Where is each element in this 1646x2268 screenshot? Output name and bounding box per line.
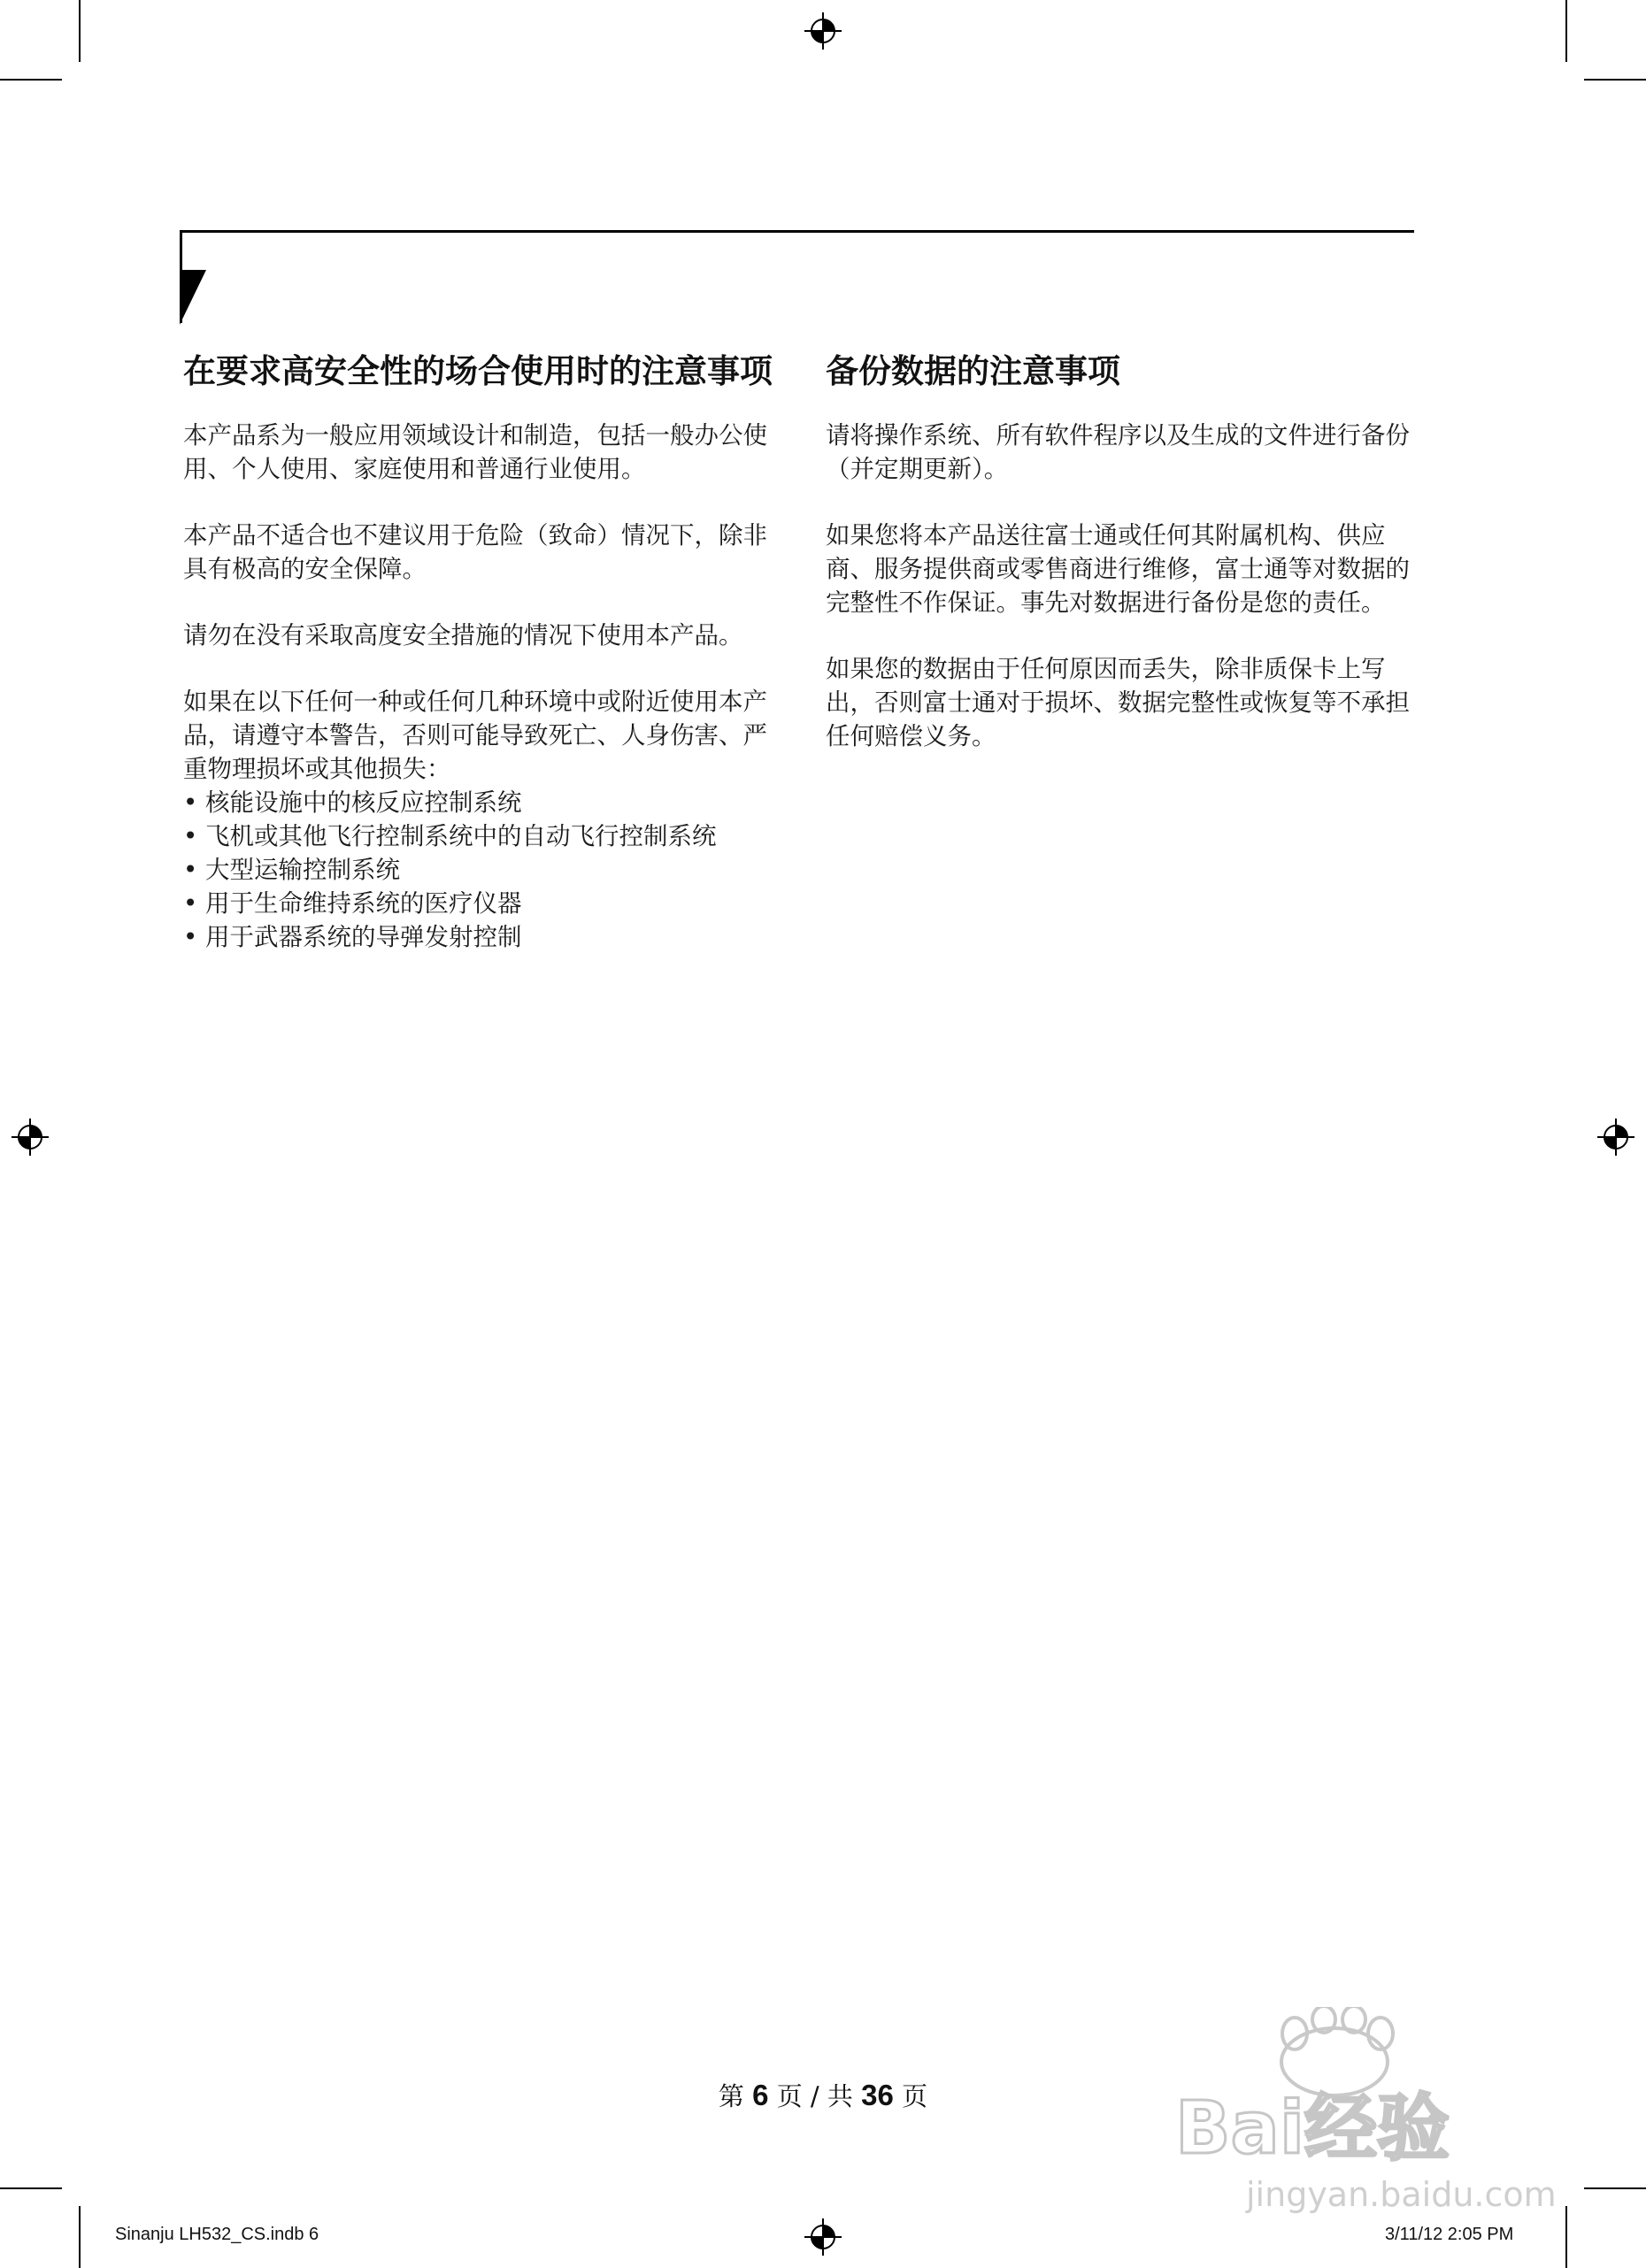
registration-mark-bottom-icon bbox=[804, 2218, 842, 2256]
bullet-icon: • bbox=[183, 822, 198, 850]
paragraph: 本产品不适合也不建议用于危险（致命）情况下，除非具有极高的安全保障。 bbox=[183, 521, 767, 583]
total-pages: 36 bbox=[861, 2079, 894, 2111]
section-heading-data-backup: 备份数据的注意事项 bbox=[826, 352, 1120, 390]
paragraph: 如果您的数据由于任何原因而丢失，除非质保卡上写出，否则富士通对于损坏、数据完整性或恢复等不承担任何赔偿义务。 bbox=[826, 655, 1410, 750]
page-suffix: 页 bbox=[893, 2081, 928, 2111]
section-heading-high-safety: 在要求高安全性的场合使用时的注意事项 bbox=[183, 352, 773, 390]
bullet-icon: • bbox=[183, 788, 198, 817]
paragraph: 请勿在没有采取高度安全措施的情况下使用本产品。 bbox=[183, 621, 743, 650]
registration-mark-right-icon bbox=[1597, 1119, 1634, 1156]
list-item bbox=[183, 786, 776, 819]
slug-file-info: Sinanju LH532_CS.indb 6 bbox=[115, 2225, 319, 2244]
slug-timestamp: 3/11/12 2:05 PM bbox=[1385, 2225, 1514, 2244]
page-prefix: 第 bbox=[718, 2081, 753, 2111]
paragraph: 本产品系为一般应用领域设计和制造，包括一般办公使用、个人使用、家庭使用和普通行业使用。 bbox=[183, 421, 767, 483]
list-item bbox=[183, 887, 776, 920]
bullet-icon: • bbox=[183, 856, 198, 884]
hazard-environment-list bbox=[183, 786, 776, 954]
watermark-brand: Bai经验 bbox=[1175, 2087, 1450, 2171]
list-item-text: 用于武器系统的导弹发射控制 bbox=[205, 923, 522, 951]
bullet-icon: • bbox=[183, 923, 198, 951]
crop-mark-bottom-right-horizontal bbox=[1584, 2187, 1646, 2189]
paragraph: 请将操作系统、所有软件程序以及生成的文件进行备份（并定期更新）。 bbox=[826, 421, 1410, 483]
crop-mark-top-right-horizontal bbox=[1584, 79, 1646, 81]
right-column bbox=[826, 350, 1419, 786]
left-column bbox=[183, 350, 776, 954]
list-item-text: 核能设施中的核反应控制系统 bbox=[205, 788, 522, 817]
list-item-text: 用于生命维持系统的医疗仪器 bbox=[205, 889, 522, 918]
watermark-url: jingyan.baidu.com bbox=[1246, 2175, 1557, 2214]
list-item bbox=[183, 853, 776, 887]
paragraph: 如果您将本产品送往富士通或任何其附属机构、供应商、服务提供商或零售商进行维修，富士通等对数据的完整性不作保证。事先对数据进行备份是您的责任。 bbox=[826, 521, 1410, 617]
crop-mark-top-right-vertical bbox=[1565, 0, 1567, 62]
paragraph: 如果在以下任何一种或任何几种环境中或附近使用本产品，请遵守本警告，否则可能导致死亡、人身伤害、严重物理损坏或其他损失： bbox=[183, 688, 767, 783]
list-item bbox=[183, 920, 776, 954]
header-rule bbox=[180, 230, 1414, 233]
crop-mark-top-left-horizontal bbox=[0, 79, 62, 81]
list-item bbox=[183, 819, 776, 853]
crop-mark-bottom-left-horizontal bbox=[0, 2187, 62, 2189]
list-item-text: 大型运输控制系统 bbox=[205, 856, 400, 884]
current-page: 6 bbox=[752, 2079, 769, 2111]
list-item-text: 飞机或其他飞行控制系统中的自动飞行控制系统 bbox=[205, 822, 717, 850]
registration-mark-left-icon bbox=[12, 1119, 49, 1156]
corner-wedge-icon bbox=[180, 270, 206, 325]
crop-mark-bottom-left-vertical bbox=[79, 2206, 81, 2268]
page-middle: 页 / 共 bbox=[768, 2081, 862, 2111]
crop-mark-bottom-right-vertical bbox=[1565, 2206, 1567, 2268]
registration-mark-top-icon bbox=[804, 12, 842, 50]
crop-mark-top-left-vertical bbox=[79, 0, 81, 62]
bullet-icon: • bbox=[183, 889, 198, 918]
baidu-jingyan-watermark-logo bbox=[1166, 2007, 1565, 2219]
